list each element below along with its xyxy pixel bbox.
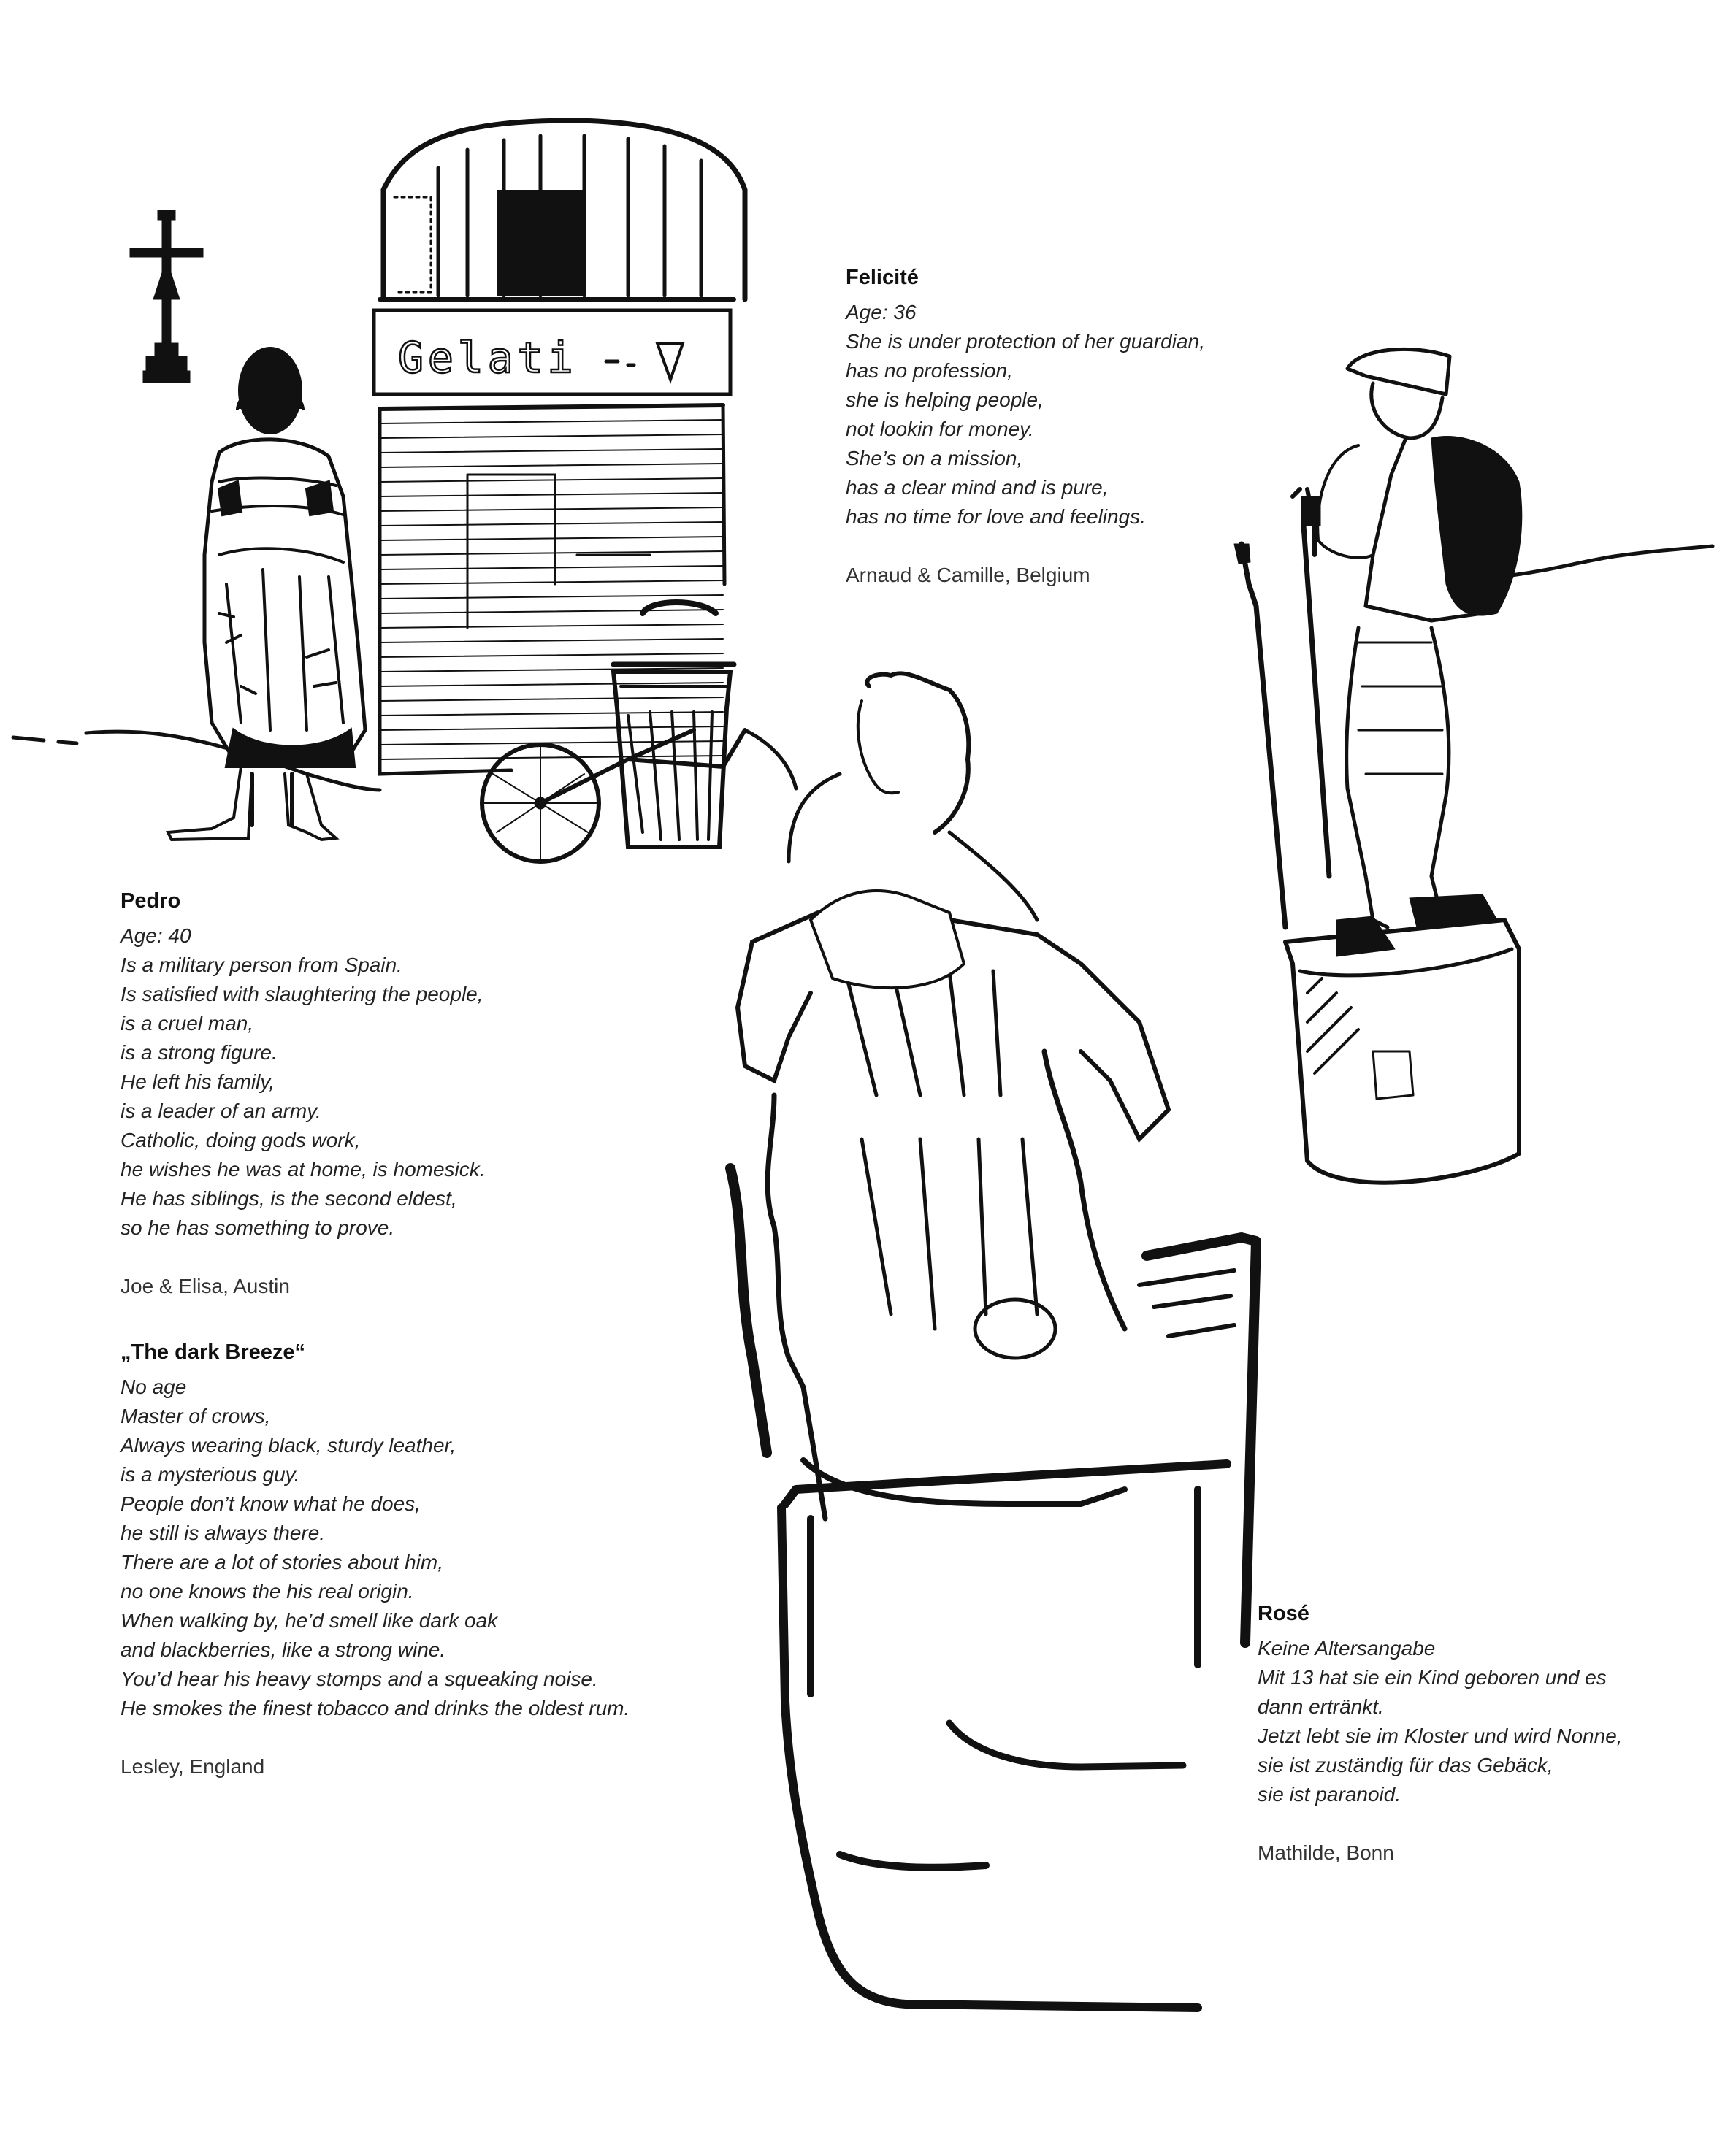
felicite-line: has no time for love and feelings.	[846, 505, 1146, 528]
felicite-line: has a clear mind and is pure,	[846, 476, 1109, 499]
dark-breeze-line: No age	[121, 1376, 187, 1398]
gelati-building-drawing	[374, 120, 745, 774]
rose-line: dann ertränkt.	[1258, 1695, 1384, 1718]
pedro-line: Age: 40	[121, 924, 191, 947]
felicite-line: she is helping people,	[846, 388, 1044, 411]
gelati-sign-text: Gelati	[398, 333, 578, 383]
dark-breeze-line: People don’t know what he does,	[121, 1492, 421, 1515]
rose-line: Mit 13 hat sie ein Kind geboren und es	[1258, 1666, 1607, 1689]
pedro-line: He has siblings, is the second eldest,	[121, 1187, 457, 1210]
dark-breeze-line: no one knows the his real origin.	[121, 1580, 414, 1603]
pedro-statue-drawing	[168, 348, 365, 840]
rose-line: sie ist zuständig für das Gebäck,	[1258, 1754, 1553, 1776]
rose-line: Keine Altersangabe	[1258, 1637, 1436, 1660]
dark-breeze-line: There are a lot of stories about him,	[121, 1551, 443, 1573]
felicite-line: Age: 36	[846, 301, 917, 323]
crucifix-drawing	[130, 210, 203, 383]
pedro-author: Joe & Elisa, Austin	[121, 1275, 290, 1297]
dark-breeze-name: „The dark Breeze“	[121, 1340, 306, 1364]
pedro-line: is a leader of an army.	[121, 1100, 321, 1122]
felicite-line: She is under protection of her guardian,	[846, 330, 1205, 353]
pedro-name: Pedro	[121, 889, 181, 913]
felicite-author: Arnaud & Camille, Belgium	[846, 564, 1090, 586]
dark-breeze-line: Master of crows,	[121, 1405, 271, 1427]
rose-author: Mathilde, Bonn	[1258, 1841, 1394, 1864]
felicite-name: Felicité	[846, 266, 919, 289]
dark-breeze-line: He smokes the finest tobacco and drinks the oldest rum.	[121, 1697, 630, 1719]
dark-breeze-line: is a mysterious guy.	[121, 1463, 300, 1486]
felicite-hiker-drawing	[1234, 349, 1522, 1182]
chair-drawing	[781, 1238, 1256, 2008]
dark-breeze-line: You’d hear his heavy stomps and a squeaking noise.	[121, 1668, 598, 1690]
pedro-line: Is a military person from Spain.	[121, 954, 402, 976]
felicite-line: not lookin for money.	[846, 418, 1034, 440]
felicite-profile	[846, 263, 1205, 590]
pedro-line: so he has something to prove.	[121, 1216, 395, 1239]
dark-breeze-profile	[121, 1338, 630, 1781]
felicite-line: has no profession,	[846, 359, 1013, 382]
ground-line-right	[1512, 546, 1713, 575]
pedro-profile	[121, 886, 486, 1301]
rose-name: Rosé	[1258, 1602, 1309, 1625]
pedro-line: is a strong figure.	[121, 1041, 278, 1064]
pedro-line: Catholic, doing gods work,	[121, 1129, 361, 1151]
dark-breeze-line: he still is always there.	[121, 1522, 326, 1544]
dark-breeze-line: and blackberries, like a strong wine.	[121, 1638, 446, 1661]
felicite-line: She’s on a mission,	[846, 447, 1023, 469]
pedro-line: he wishes he was at home, is homesick.	[121, 1158, 486, 1181]
rose-line: sie ist paranoid.	[1258, 1783, 1401, 1806]
dark-breeze-author: Lesley, England	[121, 1755, 265, 1778]
dark-breeze-line: When walking by, he’d smell like dark oak	[121, 1609, 498, 1632]
pedro-line: He left his family,	[121, 1070, 275, 1093]
dark-breeze-line: Always wearing black, sturdy leather,	[121, 1434, 456, 1457]
rose-line: Jetzt lebt sie im Kloster und wird Nonne,	[1258, 1725, 1623, 1747]
pedro-line: Is satisfied with slaughtering the people,	[121, 983, 483, 1005]
rose-profile	[1258, 1599, 1623, 1868]
rose-statue-drawing	[730, 673, 1169, 1519]
pedro-line: is a cruel man,	[121, 1012, 254, 1035]
